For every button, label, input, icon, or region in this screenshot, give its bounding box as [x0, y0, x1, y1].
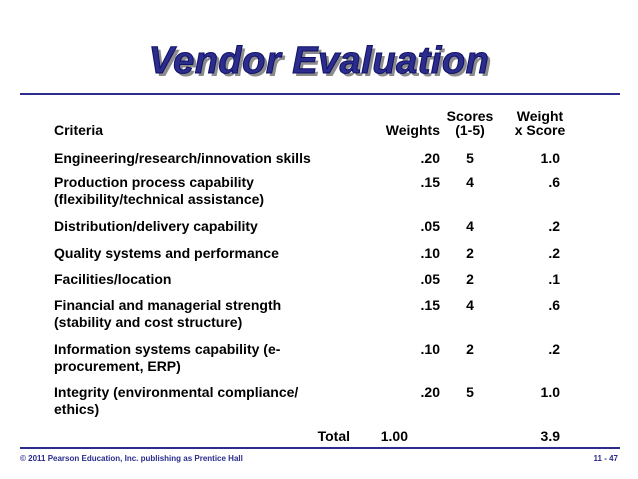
row-weight: .15 — [420, 297, 440, 313]
row-weighted-score: .2 — [548, 341, 560, 357]
header-scores-line2: (1-5) — [455, 122, 485, 138]
total-weight: 1.00 — [380, 428, 408, 444]
total-label: Total — [317, 428, 350, 444]
header-criteria: Criteria — [54, 122, 104, 138]
row-score: 2 — [466, 271, 474, 287]
row-criterion: Facilities/location — [54, 271, 172, 287]
row-criterion: Engineering/research/innovation skills — [54, 150, 311, 166]
header-ws-line2: x Score — [514, 122, 566, 138]
row-criterion: Distribution/delivery capability — [54, 218, 258, 234]
footer-copyright: © 2011 Pearson Education, Inc. publishing as Prentice Hall — [20, 454, 243, 463]
row-weight: .15 — [420, 174, 440, 190]
row-weighted-score: .2 — [548, 245, 560, 261]
row-score: 5 — [466, 384, 474, 400]
header-ws-line1: Weight — [516, 108, 564, 124]
bottom-rule — [20, 447, 620, 449]
header-weights: Weights — [385, 122, 440, 138]
row-weighted-score: .2 — [548, 218, 560, 234]
row-weighted-score: .6 — [548, 174, 560, 190]
row-score: 4 — [466, 174, 474, 190]
row-weighted-score: 1.0 — [540, 150, 560, 166]
row-criterion: Production process capability — [54, 174, 254, 190]
row-criterion: Financial and managerial strength — [54, 297, 282, 313]
top-rule — [20, 93, 620, 95]
row-weight: .05 — [420, 218, 440, 234]
row-score: 2 — [466, 341, 474, 357]
row-score: 4 — [466, 218, 474, 234]
row-criterion: Information systems capability (e- — [54, 341, 281, 357]
row-weight: .20 — [420, 150, 440, 166]
row-score: 4 — [466, 297, 474, 313]
page-number: 11 - 47 — [593, 454, 618, 463]
total-weighted-score: 3.9 — [540, 428, 560, 444]
row-weighted-score: .1 — [548, 271, 560, 287]
row-criterion: Integrity (environmental compliance/ — [54, 384, 299, 400]
row-criterion: Quality systems and performance — [54, 245, 279, 261]
header-scores-line1: Scores — [446, 108, 494, 124]
row-weight: .10 — [420, 245, 440, 261]
row-weight: .20 — [420, 384, 440, 400]
row-weighted-score: .6 — [548, 297, 560, 313]
row-criterion-line2: (stability and cost structure) — [54, 314, 243, 330]
row-score: 5 — [466, 150, 474, 166]
slide-title: Vendor Evaluation — [148, 40, 490, 82]
row-score: 2 — [466, 245, 474, 261]
row-weighted-score: 1.0 — [540, 384, 560, 400]
row-criterion-line2: ethics) — [54, 401, 100, 417]
row-criterion-line2: (flexibility/technical assistance) — [54, 191, 265, 207]
row-weight: .10 — [420, 341, 440, 357]
row-weight: .05 — [420, 271, 440, 287]
row-criterion-line2: procurement, ERP) — [54, 358, 181, 374]
